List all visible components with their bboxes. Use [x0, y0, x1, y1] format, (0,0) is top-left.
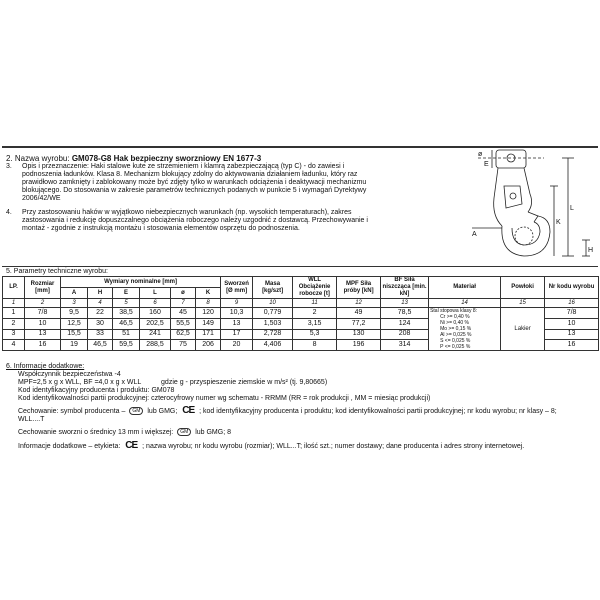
paragraph-3-line: prawidłowo zamknięty i zablokowany może być zdjęty tylko w warunkach odciążenia i deaktywacji mechanizmu [22, 179, 367, 186]
cell-a: 12,5 [61, 318, 88, 329]
technical-parameters-heading: 5. Parametry techniczne wyrobu: [6, 268, 108, 275]
cell-a: 9,5 [61, 308, 88, 319]
marking-tail: ; kod identyfikacyjny producenta i produktu; kod identyfikowalności partii produkcyjnej; nr kodu wyrobu; nr klasy – 8; [199, 407, 557, 415]
cell-coating: Lakier [501, 308, 545, 351]
column-number: 6 [140, 299, 171, 308]
lot-code: Kod identyfikowalności partii produkcyjnej: czterocyfrowy numer wg schematu - RRMM (RR = rok produkcji , MM = miesiąc produkcji) [18, 395, 431, 402]
additional-info [6, 363, 596, 451]
cell-mpf: 77,2 [337, 318, 381, 329]
product-name-title: GM078-G8 Hak bezpieczny sworzniowy EN 1677-3 [71, 154, 262, 163]
column-number: 10 [253, 299, 293, 308]
paragraph-3-line: 2006/42/WE [22, 195, 61, 202]
paragraph-4 [6, 209, 406, 233]
cell-code: 13 [545, 329, 599, 340]
product-description [6, 163, 406, 237]
cell-mass: 4,406 [253, 340, 293, 351]
paragraph-3-line: blokującego. Do stosowania w zakresie parametrów technicznych podanych w punkcie 5 i wymagań Dyrektywy [22, 187, 367, 194]
cell-d: 45 [171, 308, 196, 319]
gm-logo-icon: GM [177, 428, 191, 436]
cell-e: 59,5 [113, 340, 140, 351]
cell-pin: 10,3 [221, 308, 253, 319]
cell-wll: 5,3 [293, 329, 337, 340]
paragraph-4-number: 4. [6, 209, 12, 216]
marking-line [6, 407, 596, 416]
cell-e: 38,5 [113, 308, 140, 319]
paragraph-3-number: 3. [6, 163, 12, 170]
gm-logo-icon: GM [129, 407, 143, 415]
header-mpf: MPF Siła próby [kN] [337, 277, 381, 299]
cell-lp: 1 [3, 308, 25, 319]
hook-throat-circle [515, 227, 533, 245]
pin-marking-line [6, 428, 596, 437]
cell-wll: 8 [293, 340, 337, 351]
cell-bf: 78,5 [381, 308, 429, 319]
material-line: Stal stopowa klasy 8: [430, 308, 478, 314]
column-number: 9 [221, 299, 253, 308]
column-number-row [3, 299, 599, 308]
header-bf: BF Siła niszcząca [min. kN] [382, 277, 427, 297]
ce-mark-icon: CE [182, 405, 195, 416]
paragraph-4-line: montaż - zgodnie z instrukcją montażu i stosowania elementów osprzętu do podnoszenia. [22, 225, 300, 232]
paragraph-4-line: zastosowania i redukcję dopuszczalnego obciążenia roboczego należy uzgodnić z dostawcą. Przechowywanie i [22, 217, 368, 224]
cell-a: 15,5 [61, 329, 88, 340]
cell-code: 16 [545, 340, 599, 351]
header-product-code: Nr kodu wyrobu [545, 277, 599, 299]
material-line: Al >= 0,025 % [440, 332, 472, 338]
material-line: Ni >= 0,40 % [440, 320, 469, 326]
additional-info-heading: 6. Informacje dodatkowe: [6, 363, 85, 370]
cell-l: 241 [140, 329, 171, 340]
cell-h: 30 [88, 318, 113, 329]
column-number: 16 [545, 299, 599, 308]
clevis-body [496, 150, 526, 168]
cell-mpf: 196 [337, 340, 381, 351]
cell-a: 19 [61, 340, 88, 351]
cell-lp: 3 [3, 329, 25, 340]
paragraph-3 [6, 163, 406, 203]
hook-tip-latch [528, 212, 538, 222]
label-k: K [556, 219, 561, 226]
label-a: A [472, 231, 477, 238]
cell-k: 171 [196, 329, 221, 340]
column-number: 14 [429, 299, 501, 308]
cell-pin: 13 [221, 318, 253, 329]
cell-h: 33 [88, 329, 113, 340]
header-dim-d: ø [171, 288, 196, 299]
product-name-heading [6, 154, 261, 163]
hook-back-left [494, 168, 502, 226]
header-material: Materiał [429, 277, 501, 299]
cell-size: 7/8 [25, 308, 61, 319]
column-number: 8 [196, 299, 221, 308]
cell-lp: 4 [3, 340, 25, 351]
cell-size: 10 [25, 318, 61, 329]
cell-k: 206 [196, 340, 221, 351]
header-mass: Masa [kg/szt] [253, 277, 293, 299]
column-number: 2 [25, 299, 61, 308]
column-number: 11 [293, 299, 337, 308]
header-dim-l: L [140, 288, 171, 299]
material-line: P <= 0,025 % [440, 344, 471, 350]
ce-mark-icon: CE [125, 439, 138, 451]
column-number: 5 [113, 299, 140, 308]
header-pin: Sworzeń [Ø mm] [221, 277, 253, 299]
cell-lp: 2 [3, 318, 25, 329]
header-wll: WLL Obciążenie robocze [t] [293, 277, 337, 299]
cell-code: 10 [545, 318, 599, 329]
table-row [3, 308, 599, 319]
paragraph-3-line: Opis i przeznaczenie: Haki stalowe kute ze strzemieniem i klamrą zabezpieczającą (typ C) - do zawiesi i [22, 163, 345, 170]
column-number: 3 [61, 299, 88, 308]
paragraph-3-line: podnoszenia ładunków. Klasa 8. Mechanizm blokujący zdolny do aktywowania działaniem ładunku, który raz [22, 171, 358, 178]
label-info-line [6, 439, 596, 451]
material-line: S <= 0,025 % [440, 338, 471, 344]
mpf-note: gdzie g - przyspieszenie ziemskie w m/s² (tj. 9,80665) [161, 379, 328, 386]
cell-h: 46,5 [88, 340, 113, 351]
cell-mass: 1,503 [253, 318, 293, 329]
locking-mechanism [504, 186, 522, 208]
hook-bowl-outer [502, 216, 550, 256]
id-code: Kod identyfikacyjny producenta i produktu: GM078 [18, 387, 175, 394]
hook-back-right [524, 168, 532, 212]
header-dim-h: H [88, 288, 113, 299]
marking-lead: Cechowanie: symbol producenta – [18, 407, 126, 415]
cell-wll: 3,15 [293, 318, 337, 329]
cell-mass: 2,728 [253, 329, 293, 340]
mpf-formula: MPF=2,5 x g x WLL, BF =4,0 x g x WLL [18, 379, 142, 386]
cell-pin: 17 [221, 329, 253, 340]
header-dim-e: E [113, 288, 140, 299]
marking-mid: lub GMG; [147, 407, 178, 415]
cell-mpf: 49 [337, 308, 381, 319]
column-number: 1 [3, 299, 25, 308]
column-number: 4 [88, 299, 113, 308]
hook-technical-drawing [458, 146, 596, 268]
safety-factor: Współczynnik bezpieczeństwa -4 [18, 371, 121, 378]
header-dim-a: A [61, 288, 88, 299]
column-number: 12 [337, 299, 381, 308]
cell-k: 149 [196, 318, 221, 329]
pin-marking-lead: Cechowanie sworzni o średnicy 13 mm i większej: [18, 428, 174, 436]
cell-mpf: 130 [337, 329, 381, 340]
cell-wll: 2 [293, 308, 337, 319]
cell-material [429, 308, 501, 351]
material-line: Mo >= 0,15 % [440, 326, 472, 332]
marking-wll: WLL....T [18, 415, 45, 423]
label-lead: Informacje dodatkowe – etykieta: [18, 442, 121, 450]
paragraph-4-line: Przy zastosowaniu haków w wyjątkowo niebezpiecznych warunkach (np. wysokich temperaturach), zakres [22, 209, 352, 216]
cell-pin: 20 [221, 340, 253, 351]
technical-parameters-table [2, 276, 599, 351]
cell-d: 55,5 [171, 318, 196, 329]
cell-mass: 0,779 [253, 308, 293, 319]
pin-marking-tail: lub GMG; 8 [195, 428, 231, 436]
label-e: E [484, 161, 489, 168]
cell-size: 16 [25, 340, 61, 351]
header-nominal-dimensions: Wymiary nominalne [mm] [61, 277, 221, 288]
hook-bowl-inner [512, 222, 540, 245]
header-lp: LP. [3, 277, 25, 299]
cell-h: 22 [88, 308, 113, 319]
cell-l: 160 [140, 308, 171, 319]
label-h: H [588, 247, 594, 254]
lock-pivot [510, 193, 516, 199]
cell-d: 62,5 [171, 329, 196, 340]
label-tail: ; nazwa wyrobu; nr kodu wyrobu (rozmiar); WLL...T; ilość szt.; numer dostawy; dane producenta i adres strony internetowej. [142, 442, 525, 450]
column-number: 7 [171, 299, 196, 308]
label-l: L [570, 205, 574, 212]
column-number: 13 [381, 299, 429, 308]
cell-bf: 314 [381, 340, 429, 351]
header-coating: Powłoki [501, 277, 545, 299]
cell-bf: 208 [381, 329, 429, 340]
material-line: Cr >= 0,40 % [440, 314, 470, 320]
column-number: 15 [501, 299, 545, 308]
cell-d: 75 [171, 340, 196, 351]
cell-l: 202,5 [140, 318, 171, 329]
cell-e: 46,5 [113, 318, 140, 329]
label-d: ø [478, 151, 483, 158]
cell-k: 120 [196, 308, 221, 319]
cell-l: 288,5 [140, 340, 171, 351]
header-size: Rozmiar [mm] [25, 277, 61, 299]
cell-size: 13 [25, 329, 61, 340]
product-name-prefix: 2. Nazwa wyrobu: [6, 154, 72, 163]
cell-bf: 124 [381, 318, 429, 329]
mpf-formula-line [6, 379, 596, 387]
cell-e: 51 [113, 329, 140, 340]
cell-code: 7/8 [545, 308, 599, 319]
header-dim-k: K [196, 288, 221, 299]
